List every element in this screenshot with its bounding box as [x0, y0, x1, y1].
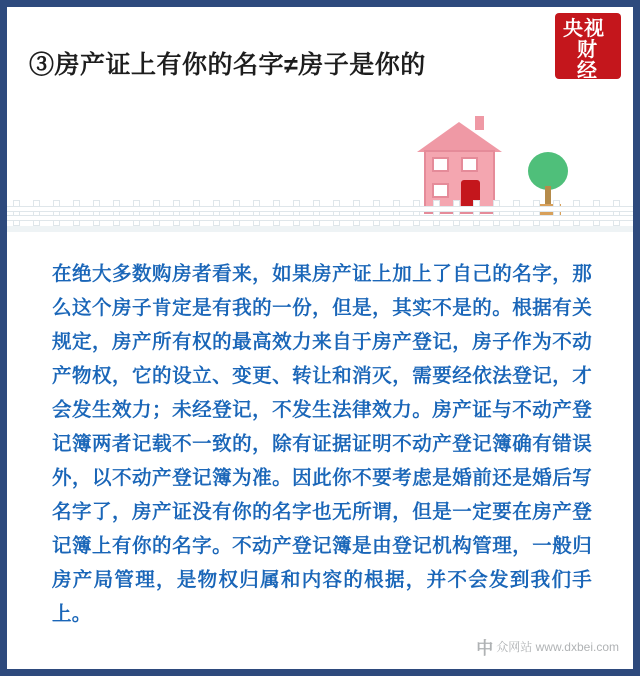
- house-window: [432, 157, 449, 172]
- watermark: [476, 634, 619, 659]
- fence-icon: [7, 200, 633, 226]
- watermark-text: 众网站 www.dxbei.com: [496, 640, 619, 654]
- house-roof: [417, 122, 502, 152]
- poster-inner: [7, 7, 633, 669]
- logo-line-1: 央视: [563, 18, 605, 40]
- logo-line-2: 财经: [577, 39, 598, 82]
- article-body: 在绝大多数购房者看来，如果房产证上加上了自己的名字，那么这个房子肯定是有我的一份，但是，其实不是的。根据有关规定，房产所有权的最高效力来自于房产登记，房子作为不动产物权，它的设立、变更、转让和消灭，需要经依法登记，才会发生效力；未经登记，不发生法律效力。房产证与不动产登记簿两者记载不一致的，除有证据证明不动产登记簿确有错误外，以不动产登记簿为准。因此你不要考虑是婚前还是婚后写名字了，房产证没有你的名字也无所谓，但是一定要在房产登记簿上有你的名字。不动产登记簿是由登记机构管理，一般归房产局管理，是物权归属和内容的根据，并不会发到我们手上。: [52, 263, 592, 625]
- ground-line: [7, 226, 633, 232]
- house-window: [461, 157, 478, 172]
- illustration: [7, 102, 633, 232]
- house-window: [432, 183, 449, 198]
- cctv-finance-logo: [555, 13, 621, 82]
- tree-icon: [528, 152, 568, 190]
- watermark-mark: 中: [476, 639, 493, 658]
- house-chimney: [475, 116, 484, 130]
- page-title: ③房产证上有你的名字≠房子是你的: [29, 51, 426, 79]
